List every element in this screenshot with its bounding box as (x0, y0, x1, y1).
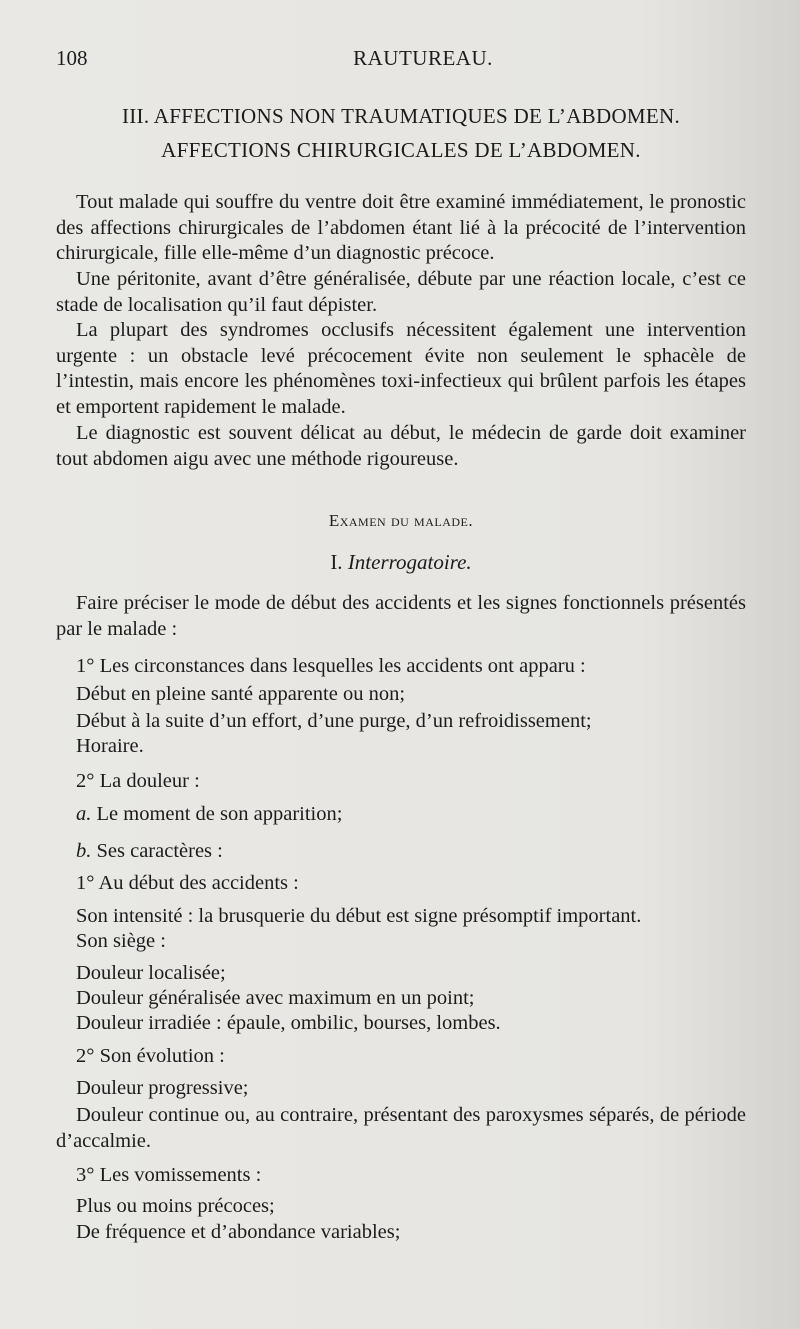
chapter-title-line-1: III. AFFECTIONS NON TRAUMATIQUES DE L’ABDOMEN. (121, 104, 681, 128)
intro-paragraph-2: Une péritonite, avant d’être généralisée, débute par une réaction locale, c’est ce stade de localisation qu’il faut dépister. (56, 268, 746, 316)
list-marker: a. (76, 803, 92, 825)
list-item: Son intensité : la brusquerie du début est signe présomptif important. (76, 905, 642, 927)
list-item: 2° La douleur : (76, 770, 200, 792)
lead-paragraph: Faire préciser le mode de début des accidents et les signes fonctionnels présentés par le malade : (56, 592, 746, 640)
list-item: 3° Les vomissements : (76, 1164, 262, 1186)
list-item: Début en pleine santé apparente ou non; (76, 683, 406, 705)
list-item: Horaire. (76, 735, 144, 757)
subsection-heading (56, 550, 746, 575)
page-header (56, 46, 760, 76)
list-item (76, 840, 756, 863)
list-item: Douleur localisée; (76, 962, 226, 984)
running-head: RAUTUREAU. (353, 46, 493, 70)
intro-paragraph-3: La plupart des syndromes occlusifs nécessitent également une intervention urgente : un obstacle levé précocement évite non seulement le sphacèle de l’intestin, mais encore les phénomènes toxi-infectieux qui brûlent parfois les étapes et emportent rapidement le malade. (56, 319, 746, 418)
list-item: Douleur irradiée : épaule, ombilic, bourses, lombes. (76, 1012, 501, 1034)
list-item: Plus ou moins précoces; (76, 1195, 275, 1217)
list-item: 2° Son évolution : (76, 1045, 225, 1067)
subsection-title: Interrogatoire. (347, 550, 472, 574)
list-item: Douleur progressive; (76, 1077, 249, 1099)
list-item: Douleur généralisée avec maximum en un point; (76, 987, 475, 1009)
intro-paragraph-4: Le diagnostic est souvent délicat au début, le médecin de garde doit examiner tout abdomen aigu avec une méthode rigoureuse. (56, 422, 746, 470)
list-paragraph: Douleur continue ou, au contraire, présentant des paroxysmes séparés, de période d’accalmie. (56, 1104, 746, 1152)
list-item: Son siège : (76, 930, 166, 952)
list-item (76, 803, 756, 826)
list-text: Ses caractères : (91, 840, 223, 862)
chapter-title-line-2: AFFECTIONS CHIRURGICALES DE L’ABDOMEN. (161, 138, 641, 162)
page-number: 108 (56, 46, 88, 70)
section-heading: Examen du malade. (328, 511, 474, 530)
subsection-number: I. (330, 550, 343, 574)
list-item: 1° Au début des accidents : (76, 872, 299, 894)
intro-paragraph-1: Tout malade qui souffre du ventre doit être examiné immédiatement, le pronostic des affections chirurgicales de l’abdomen étant lié à la précocité de l’intervention chirurgicale, fille elle-même d’un diagnostic précoce. (56, 191, 746, 264)
list-item: Début à la suite d’un effort, d’une purge, d’un refroidissement; (76, 710, 592, 732)
list-text: Le moment de son apparition; (91, 803, 343, 825)
list-item: De fréquence et d’abondance variables; (76, 1221, 401, 1243)
list-marker: b. (76, 840, 92, 862)
list-item: 1° Les circonstances dans lesquelles les accidents ont apparu : (76, 655, 586, 677)
